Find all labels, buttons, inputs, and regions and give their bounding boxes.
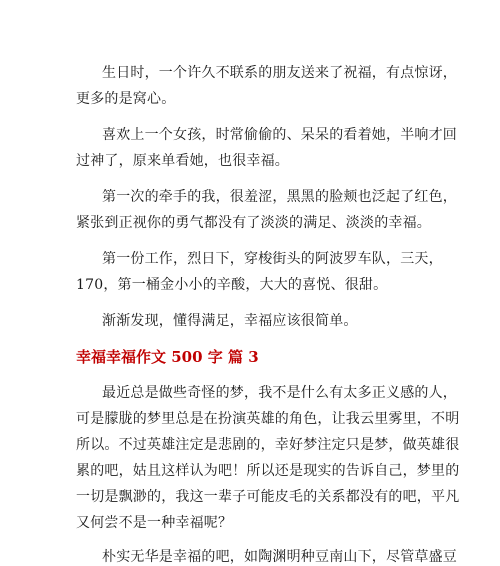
- paragraph-line: 170，第一桶金小小的辛酸，大大的喜悦、很甜。: [76, 277, 388, 293]
- paragraph-birthday: [76, 60, 457, 112]
- paragraph-line: 渐渐发现，懂得满足，幸福应该很简单。: [102, 313, 358, 329]
- paragraph-contentment: [76, 308, 422, 334]
- paragraph-line: 紧张到正视你的勇气都没有了淡淡的满足、淡淡的幸福。: [76, 215, 431, 231]
- paragraph-dreams: [76, 380, 460, 536]
- paragraph-line: 累的吧，姑且这样认为吧！所以还是现实的告诉自己，梦里的: [76, 463, 460, 479]
- paragraph-first-handhold: [76, 184, 457, 236]
- paragraph-simplicity: [76, 544, 457, 566]
- paragraph-line: 过神了，原来单看她，也很幸福。: [76, 153, 289, 169]
- paragraph-line: 朴实无华是幸福的吧，如陶渊明种豆南山下，尽管草盛豆: [102, 549, 457, 565]
- paragraph-line: 生日时，一个许久不联系的朋友送来了祝福，有点惊讶，: [102, 65, 457, 81]
- paragraph-line: 第一份工作，烈日下，穿梭街头的阿波罗车队，三天，: [102, 251, 443, 267]
- paragraph-line: 一切是飘渺的，我这一辈子可能皮毛的关系都没有的吧，平凡: [76, 489, 460, 505]
- paragraph-line: 第一次的牵手的我，很羞涩，黑黑的脸颊也泛起了红色，: [102, 189, 457, 205]
- paragraph-crush: [76, 122, 457, 174]
- section-heading: 幸福幸福作文 500 字 篇 3: [76, 348, 259, 366]
- paragraph-line: 可是朦胧的梦里总是在扮演英雄的角色，让我云里雾里，不明: [76, 411, 460, 427]
- paragraph-line: 喜欢上一个女孩，时常偷偷的、呆呆的看着她，半响才回: [102, 127, 457, 143]
- paragraph-first-job: [76, 246, 443, 298]
- paragraph-line: 最近总是做些奇怪的梦，我不是什么有太多正义感的人，: [102, 385, 457, 401]
- paragraph-line: 所以。不过英雄注定是悲剧的，幸好梦注定只是梦，做英雄很: [76, 437, 460, 453]
- paragraph-line: 又何尝不是一种幸福呢？: [76, 515, 233, 531]
- paragraph-line: 更多的是窝心。: [76, 91, 176, 107]
